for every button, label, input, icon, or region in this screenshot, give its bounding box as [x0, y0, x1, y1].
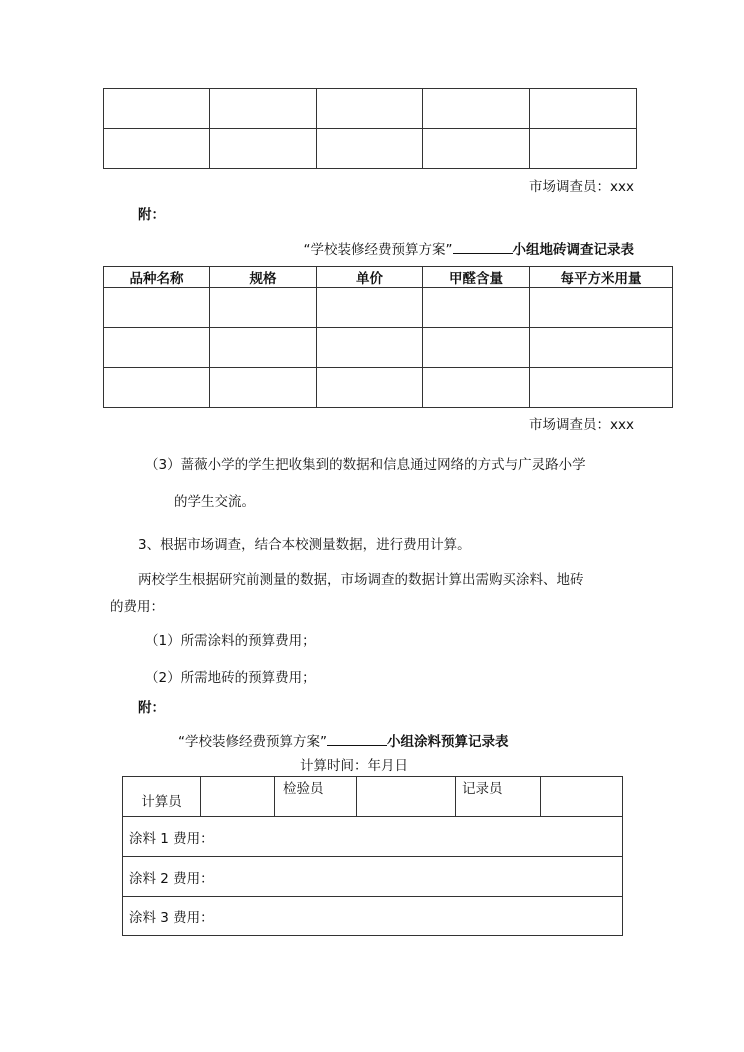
cell[interactable]: [104, 129, 210, 169]
attachment-label: 附：: [138, 700, 165, 716]
paragraph: 的费用：: [110, 599, 164, 615]
top-table: [103, 88, 637, 169]
cell[interactable]: [530, 328, 673, 368]
calc-time: 计算时间：年月日: [300, 758, 408, 774]
recorder-label: 记录员: [456, 777, 541, 817]
paint-table-title: [178, 731, 509, 751]
inspector-field[interactable]: [357, 777, 456, 817]
cell[interactable]: [317, 328, 423, 368]
list-item: （1）所需涂料的预算费用；: [145, 633, 316, 649]
surveyor-line: 市场调查员：xxx: [529, 417, 634, 433]
paragraph: （3）蔷薇小学的学生把收集到的数据和信息通过网络的方式与广灵路小学: [145, 457, 586, 473]
cell[interactable]: [530, 129, 637, 169]
title-suffix: 小组涂料预算记录表: [387, 734, 509, 750]
cell[interactable]: [530, 89, 637, 129]
recorder-field[interactable]: [541, 777, 623, 817]
header-cell: 规格: [210, 267, 317, 288]
cell[interactable]: [317, 288, 423, 328]
paint-cost-row[interactable]: 涂料 1 费用：: [123, 817, 623, 857]
cell[interactable]: [210, 129, 317, 169]
tile-table-title: [304, 239, 635, 259]
surveyor-line: 市场调查员：xxx: [529, 179, 634, 195]
cell[interactable]: [210, 288, 317, 328]
cell[interactable]: [317, 89, 423, 129]
cell[interactable]: [104, 89, 210, 129]
cell[interactable]: [317, 129, 423, 169]
attachment-label: 附：: [138, 207, 165, 223]
cell[interactable]: [104, 288, 210, 328]
paint-cost-row[interactable]: 涂料 3 费用：: [123, 897, 623, 936]
list-item: （2）所需地砖的预算费用；: [145, 670, 316, 686]
cell[interactable]: [104, 368, 210, 408]
paint-budget-table: [122, 776, 623, 936]
cell[interactable]: [210, 368, 317, 408]
calculator-field[interactable]: [201, 777, 275, 817]
cell[interactable]: [210, 89, 317, 129]
cell[interactable]: [423, 89, 530, 129]
title-suffix: 小组地砖调查记录表: [512, 242, 634, 258]
title-prefix: “学校装修经费预算方案”: [178, 734, 327, 750]
cell[interactable]: [530, 368, 673, 408]
group-name-blank[interactable]: [453, 239, 513, 254]
cell[interactable]: [317, 368, 423, 408]
group-name-blank[interactable]: [327, 731, 387, 746]
cell[interactable]: [423, 288, 530, 328]
paint-cost-row[interactable]: 涂料 2 费用：: [123, 857, 623, 897]
header-cell: 每平方米用量: [530, 267, 673, 288]
paragraph: 两校学生根据研究前测量的数据，市场调查的数据计算出需购买涂料、地砖: [138, 572, 584, 588]
header-cell: 单价: [317, 267, 423, 288]
inspector-label: 检验员: [275, 777, 357, 817]
cell[interactable]: [530, 288, 673, 328]
cell[interactable]: [104, 328, 210, 368]
header-cell: 甲醛含量: [423, 267, 530, 288]
cell[interactable]: [423, 129, 530, 169]
paragraph: 的学生交流。: [174, 494, 255, 510]
cell[interactable]: [423, 368, 530, 408]
title-prefix: “学校装修经费预算方案”: [303, 242, 453, 258]
header-cell: 品种名称: [104, 267, 210, 288]
calculator-label: 计算员: [123, 777, 201, 817]
cell[interactable]: [423, 328, 530, 368]
step-heading: 3、根据市场调查，结合本校测量数据，进行费用计算。: [138, 537, 471, 553]
cell[interactable]: [210, 328, 317, 368]
tile-survey-table: [103, 266, 673, 408]
